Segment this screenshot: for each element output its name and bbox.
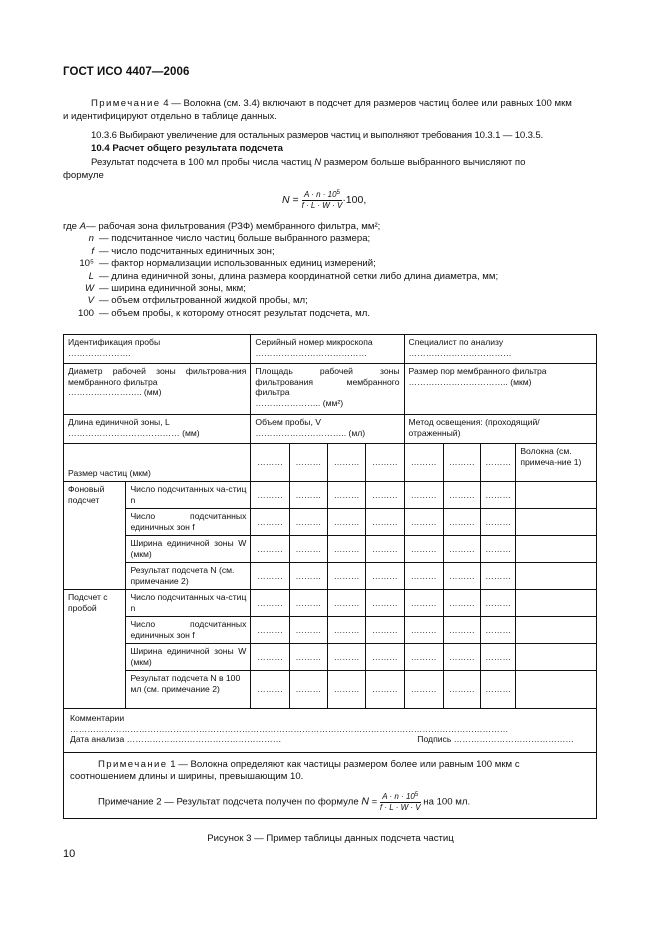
definition-row: 10⁵ — фактор нормализации использованных единиц измерений; [79, 258, 376, 270]
note-4-continuation: и идентифицируют отдельно в таблице данных. [63, 110, 277, 122]
filter-diameter-cell[interactable]: Диаметр рабочей зоны фильтрова-ния мембранного фильтра …………………….. (мм) [64, 364, 251, 415]
microscope-serial-cell[interactable]: Серийный номер микроскопа ………………………………… [251, 335, 404, 364]
section-heading-10-4: 10.4 Расчет общего результата подсчета [91, 143, 283, 154]
background-count-label: Фоновый подсчет [64, 482, 126, 590]
comments-cell[interactable]: Комментарии ……………………………………………………………………………………………………………………………………… Дата анализа ……………………………………………… Подпись …………………………………… [64, 709, 597, 753]
size-col-2[interactable]: ……… [289, 444, 327, 482]
row-zone-width: Ширина единичной зоны W (мкм) [126, 644, 251, 671]
note-2-fraction: $\frac{A \cdot n \cdot 10^5}{f \cdot L \cdot W \cdot V}$ [379, 791, 421, 812]
sample-count-label: Подсчет с пробой [64, 590, 126, 709]
zone-length-cell[interactable]: Длина единичной зоны, L ………………………………… (мм) [64, 415, 251, 444]
size-col-5[interactable]: ……… [404, 444, 443, 482]
note-4-label: Примечание [91, 98, 161, 109]
row-zone-width: Ширина единичной зоны W (мкм) [126, 536, 251, 563]
row-zone-count: Число подсчитанных единичных зон f [126, 509, 251, 536]
note-4-text: 4 — Волокна (см. 3.4) включают в подсчет для размеров частиц более или равных 100 мкм [160, 98, 572, 109]
paragraph-10-3-6: 10.3.6 Выбирают увеличение для остальных размеров частиц и выполняют требования 10.3.1 — 10.3.5. [91, 130, 544, 141]
note-1: Примечание 1 — Волокна определяют как частицы размером более или равным 100 мкм с [98, 759, 520, 770]
row-particle-count: Число подсчитанных ча-стиц n [126, 590, 251, 617]
definition-row: 100 — объем пробы, к которому относят результат подсчета, мл. [77, 307, 370, 319]
formula-main: N = $\frac{A \cdot n \cdot 10^5}{f \cdot L \cdot W \cdot V}$ ·100, [282, 190, 367, 210]
size-col-6[interactable]: ……… [443, 444, 480, 482]
figure-caption: Рисунок 3 — Пример таблицы данных подсчета частиц [207, 833, 454, 844]
note-2: Примечание 2 — Результат подсчета получен по формуле N = $\frac{A \cdot n \cdot 10^5}{f \cdot L \cdot W \cdot V}$ на 100 мл. [98, 791, 471, 812]
signature-field[interactable]: Подпись …………………………………… [417, 734, 574, 745]
definition-row: L — длина единичной зоны, длина размера координатной сетки либо длина диаметра, мм; [88, 270, 499, 282]
analyst-cell[interactable]: Специалист по анализу ……………………………… [404, 335, 596, 364]
row-result-per-100ml: Результат подсчета N в 100 мл (см. примечание 2) [126, 671, 251, 709]
paragraph-result-cont: формуле [63, 170, 104, 181]
particle-count-data-sheet: Идентификация пробы …………………. Серийный номер микроскопа ………………………………… Специалист по анализу ……………………………… Диаметр рабочей зоны фильтрова-ния мембранного фильтра …………………….. (мм) Площадь рабочей зоны фильтрования мембранного фильтра ………………….. (мм²) Размер пор мембранного фильтра …………………………….. (мкм) Длина единичной зоны, L ………………………………… (мм) Объем пробы, V ………………………….. (мл) Метод освещения: (проходящий/ отраженный) Размер частиц (мкм) ……… ……… ……… ……… ……… ……… ……… Волокна (см. примеча-ние 1) Фоновый подсчет Число подсчитанных ча-стиц n ……… ……… ……… ……… ……… ……… ……… Число подсчитанных единичных зон f ……… ……… ……… ……… ……… ……… ……… Ширина единичной зоны W (мкм) ……… ……… ……… ……… ……… ……… ……… Результат подсчета N (см. примечание 2) ……… ……… ……… ……… ……… ……… ……… Подсчет с пробой Число подсчитанных ча-стиц n ……… ……… ……… ……… ……… ……… ……… Число подсчитанных единичных зон f ……… ……… ……… ……… ……… ……… ……… Ширина единичной зоны W (мкм) ……… ……… ……… ……… ……… ……… ……… Результат подсчета N в 100 мл (см. примечание 2) ……… ……… ……… ……… ……… ……… ……… Комментарии ……………………………………………………………………………………………………………………………………… Дата анализа ……………………………………………… Подпись …………………………………… Примечание 1 — Волокна определяют как частицы размером более или равным 100 мкм с соотношением длины и ширины, превышающим 10. Примечание 2 — Результат подсчета получен по формуле N = $\frac{A \cdot n \cdot 10^5}{f \cdot L \cdot W \cdot V}$ на 100 мл. [63, 334, 597, 819]
definition-row: где A — рабочая зона фильтрования (РЗФ) мембранного фильтра, мм²; [63, 221, 381, 232]
formula-fraction: $\frac{A \cdot n \cdot 10^5}{f \cdot L \cdot W \cdot V}$ [301, 190, 343, 210]
definition-row: f — число подсчитанных единичных зон; [91, 245, 275, 257]
paragraph-result: Результат подсчета в 100 мл пробы числа частиц N размером больше выбранного вычисляют по [91, 157, 526, 168]
table-notes-cell: Примечание 1 — Волокна определяют как частицы размером более или равным 100 мкм с соотношением длины и ширины, превышающим 10. Примечание 2 — Результат подсчета получен по формуле N = $\frac{A \cdot n \cdot 10^5}{f \cdot L \cdot W \cdot V}$ на 100 мл. [64, 753, 597, 819]
size-col-1[interactable]: ……… [251, 444, 289, 482]
pore-size-cell[interactable]: Размер пор мембранного фильтра …………………………….. (мкм) [404, 364, 596, 415]
size-col-3[interactable]: ……… [327, 444, 365, 482]
sample-id-cell[interactable]: Идентификация пробы …………………. [64, 335, 251, 364]
analysis-date-field[interactable]: Дата анализа ……………………………………………… [70, 734, 282, 745]
document-header: ГОСТ ИСО 4407—2006 [63, 66, 190, 78]
size-col-7[interactable]: ……… [481, 444, 516, 482]
row-result: Результат подсчета N (см. примечание 2) [126, 563, 251, 590]
definition-row: W — ширина единичной зоны, мкм; [84, 283, 246, 295]
definition-row: V — объем отфильтрованной жидкой пробы, мл; [87, 295, 308, 307]
illumination-method-cell[interactable]: Метод освещения: (проходящий/ отраженный) [404, 415, 596, 444]
row-particle-count: Число подсчитанных ча-стиц n [126, 482, 251, 509]
definition-row: n — подсчитанное число частиц больше выбранного размера; [88, 233, 371, 245]
row-zone-count: Число подсчитанных единичных зон f [126, 617, 251, 644]
page-number: 10 [63, 848, 76, 860]
definitions-list [63, 221, 498, 320]
filter-area-cell[interactable]: Площадь рабочей зоны фильтрования мембранного фильтра ………………….. (мм²) [251, 364, 404, 415]
fibers-header: Волокна (см. примеча-ние 1) [516, 444, 597, 482]
sample-volume-cell[interactable]: Объем пробы, V ………………………….. (мл) [251, 415, 404, 444]
particle-size-header: Размер частиц (мкм) [64, 444, 251, 482]
size-col-4[interactable]: ……… [366, 444, 404, 482]
note-4 [63, 98, 597, 123]
